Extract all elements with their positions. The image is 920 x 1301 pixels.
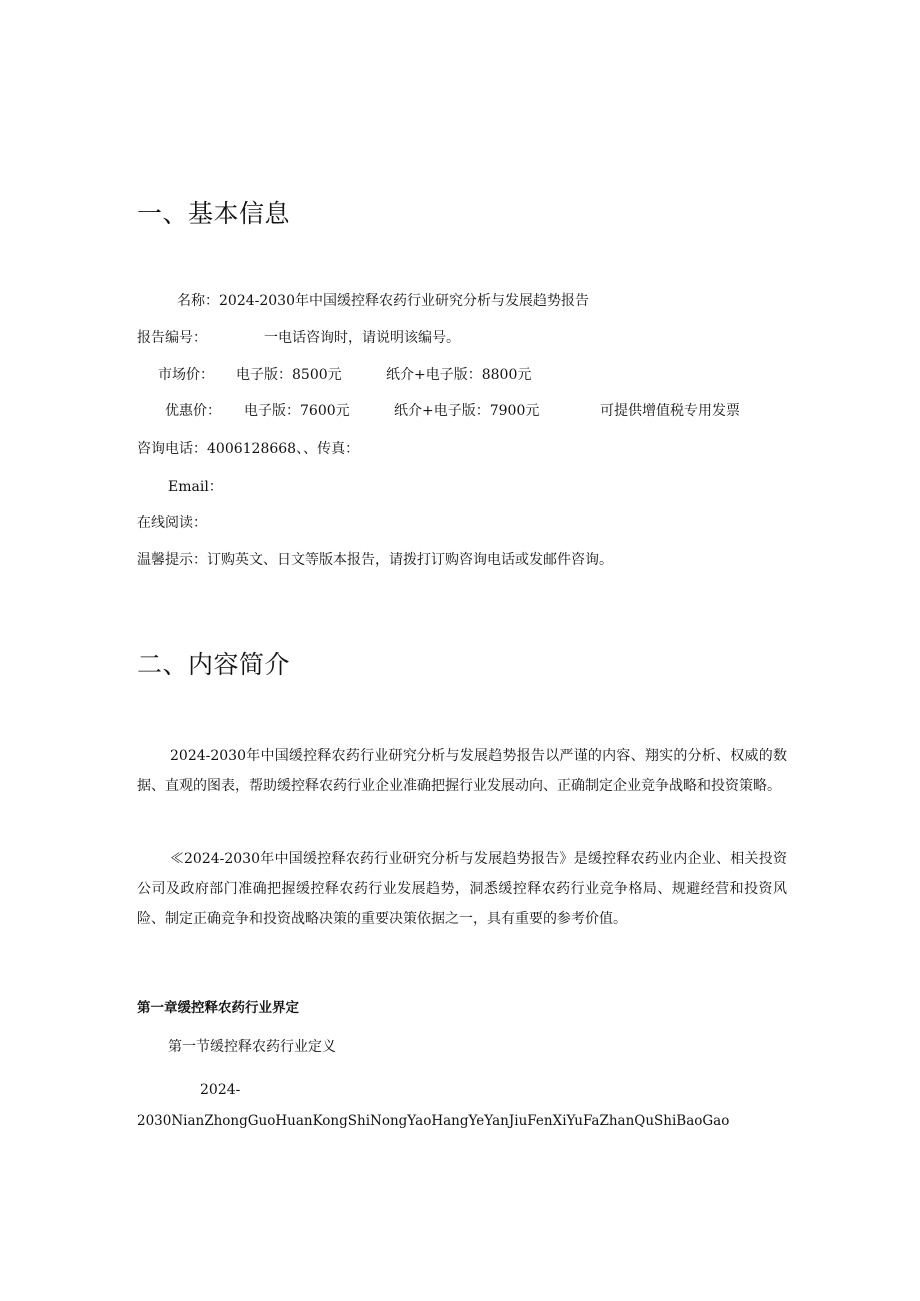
phone-line: 咨询电话：4006128668、、传真： [137,441,360,457]
market-price-electronic: 电子版：8500元 [236,367,342,383]
report-number-note: 一电话咨询时，请说明该编号。 [264,330,460,346]
tip-line: 温馨提示：订购英文、日文等版本报告，请拨打订购咨询电话或发邮件咨询。 [137,552,613,568]
section1-heading: 一、基本信息 [137,199,291,228]
report-name: 名称：2024-2030年中国缓控释农药行业研究分析与发展趋势报告 [177,293,589,309]
intro-paragraph-1: 2024-2030年中国缓控释农药行业研究分析与发展趋势报告以严谨的内容、翔实的分析、权威的数据、直观的图表，帮助缓控释农药行业企业准确把握行业发展动向、正确制定企业竞争战略和投资策略。 [137,748,787,794]
discount-price-label: 优惠价： [165,403,221,419]
pinyin-line-1: 2024- [200,1082,241,1098]
chapter-title: 第一章缓控释农药行业界定 [137,1000,299,1016]
discount-price-paper: 纸介+电子版：7900元 [394,403,540,419]
invoice-note: 可提供增值税专用发票 [600,403,740,419]
discount-price-electronic: 电子版：7600元 [244,403,350,419]
market-price-paper: 纸介+电子版：8800元 [386,367,532,383]
market-price-label: 市场价： [158,367,214,383]
online-reading-label: 在线阅读： [137,515,207,531]
pinyin-line-2: 2030NianZhongGuoHuanKongShiNongYaoHangYeYanJiuFenXiYuFaZhanQuShiBaoGao [137,1113,730,1129]
section2-heading: 二、内容简介 [137,650,291,679]
report-number-label: 报告编号： [137,330,207,346]
email-label: Email： [168,479,223,495]
section-title: 第一节缓控释农药行业定义 [168,1039,336,1055]
intro-paragraph-2: ≪2024-2030年中国缓控释农药行业研究分析与发展趋势报告》是缓控释农药业内企业、相关投资公司及政府部门准确把握缓控释农药行业发展趋势，洞悉缓控释农药行业竞争格局、规避经营和投资风险、制定正确竞争和投资战略决策的重要决策依据之一，具有重要的参考价值。 [137,851,787,927]
